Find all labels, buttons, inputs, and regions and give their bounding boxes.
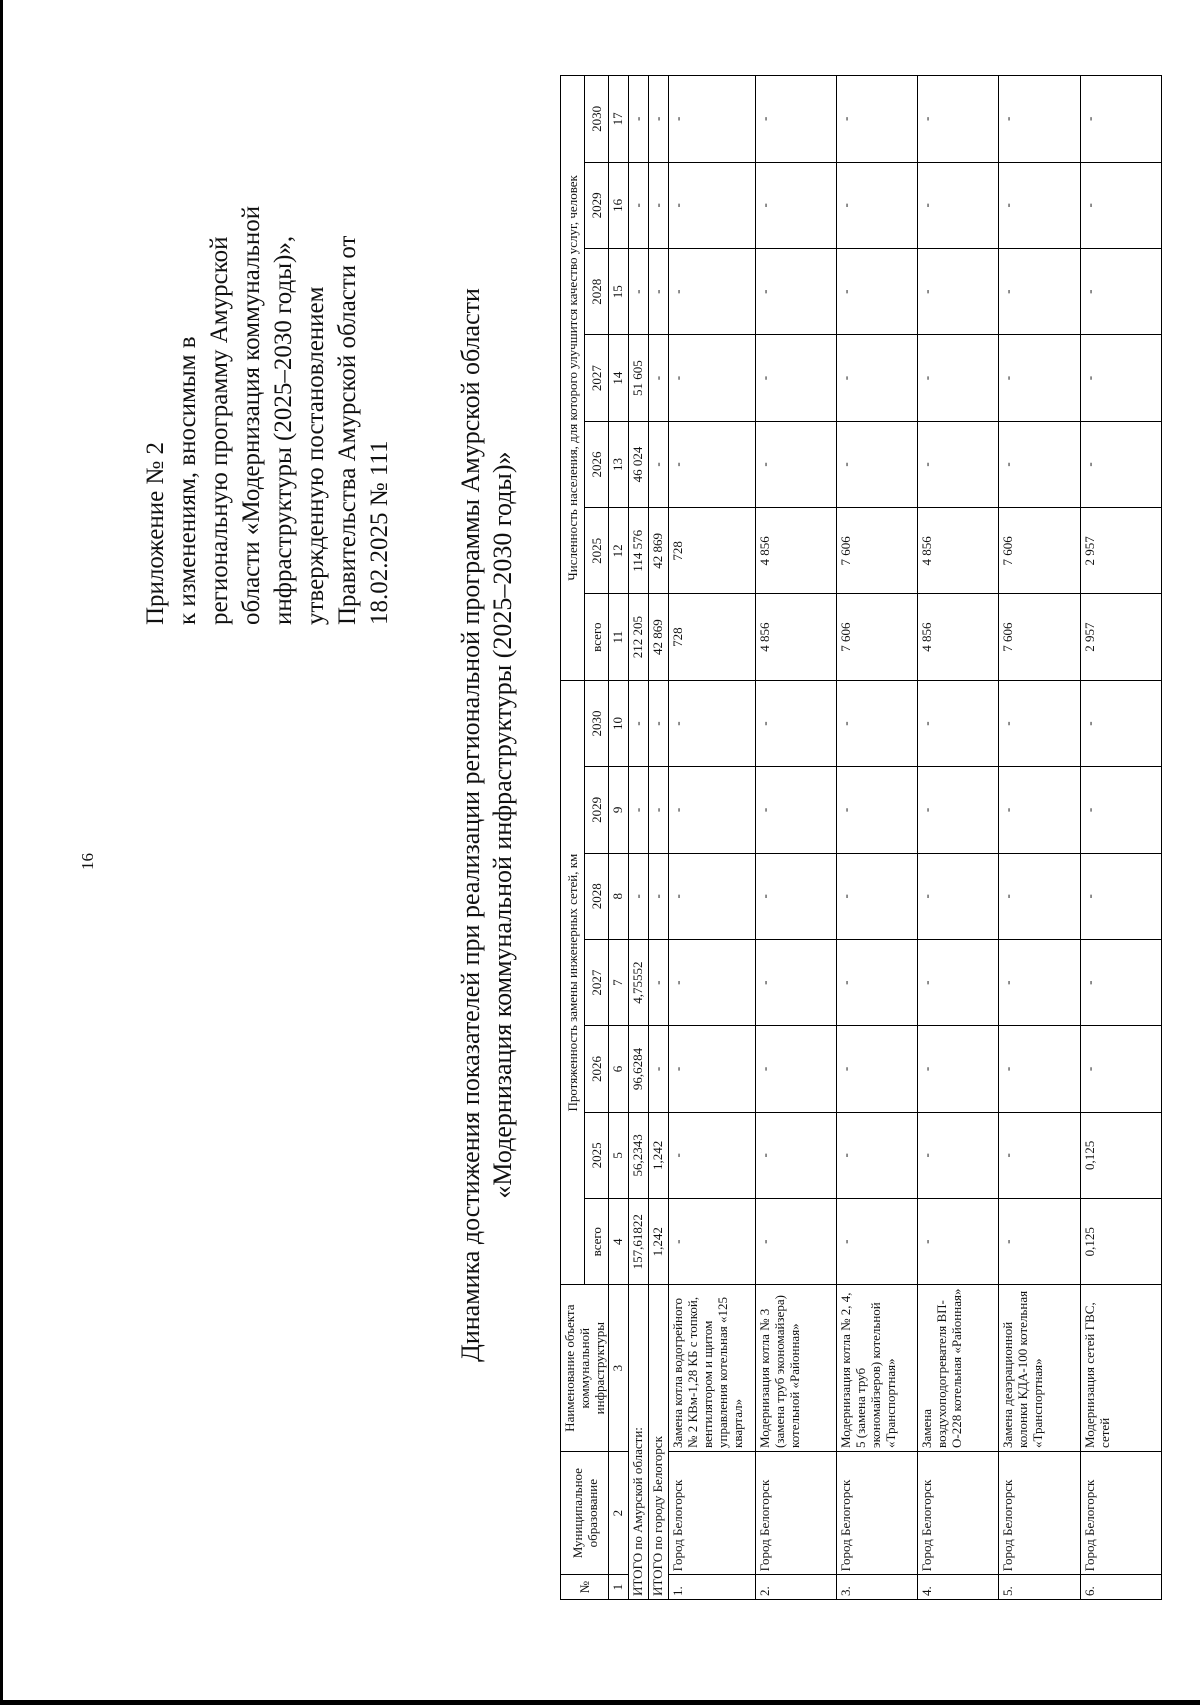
length-cell: - bbox=[755, 853, 836, 939]
population-cell: - bbox=[669, 162, 756, 248]
length-cell: - bbox=[669, 853, 756, 939]
column-number: 4 bbox=[609, 1199, 629, 1285]
length-cell: - bbox=[669, 767, 756, 853]
population-cell: 51 605 bbox=[629, 335, 649, 421]
length-cell: - bbox=[629, 853, 649, 939]
population-cell: - bbox=[649, 249, 669, 335]
length-cell: - bbox=[918, 680, 999, 766]
page-number: 16 bbox=[78, 853, 97, 870]
length-cell: 157,61822 bbox=[629, 1199, 649, 1285]
header-length-year: 2027 bbox=[585, 939, 609, 1025]
length-cell: - bbox=[649, 680, 669, 766]
appendix-header bbox=[140, 85, 396, 625]
row-object: Замена деаэрационной колонки КДА-100 котельная «Транспортная» bbox=[999, 1285, 1080, 1452]
length-cell: 1,242 bbox=[649, 1112, 669, 1198]
table-row bbox=[669, 76, 756, 1600]
row-municipality: Город Белогорск bbox=[918, 1451, 999, 1574]
population-cell: - bbox=[837, 162, 918, 248]
row-number: 4. bbox=[918, 1575, 999, 1600]
length-cell: - bbox=[918, 853, 999, 939]
population-cell: - bbox=[629, 249, 649, 335]
header-population-total: всего bbox=[585, 594, 609, 680]
total-label: ИТОГО по городу Белогорск bbox=[649, 1285, 669, 1600]
row-municipality: Город Белогорск bbox=[1080, 1451, 1161, 1574]
column-number: 2 bbox=[609, 1451, 629, 1574]
row-number: 1. bbox=[669, 1575, 756, 1600]
length-cell: - bbox=[1080, 1026, 1161, 1112]
document-title bbox=[455, 235, 519, 1415]
population-cell: - bbox=[837, 335, 918, 421]
population-cell: - bbox=[669, 421, 756, 507]
length-cell: - bbox=[999, 1112, 1080, 1198]
length-cell: - bbox=[755, 939, 836, 1025]
column-number: 7 bbox=[609, 939, 629, 1025]
length-cell: 56,2343 bbox=[629, 1112, 649, 1198]
total-row-city bbox=[649, 76, 669, 1600]
population-cell: - bbox=[755, 162, 836, 248]
appendix-line: 18.02.2025 № 111 bbox=[366, 440, 393, 625]
appendix-line: Правительства Амурской области от bbox=[334, 235, 361, 625]
header-length-year: 2025 bbox=[585, 1112, 609, 1198]
length-cell: - bbox=[649, 853, 669, 939]
column-number: 15 bbox=[609, 249, 629, 335]
length-cell: - bbox=[1080, 767, 1161, 853]
population-cell: - bbox=[1080, 249, 1161, 335]
indicators-table bbox=[560, 75, 1162, 1600]
column-number: 3 bbox=[609, 1285, 629, 1452]
row-object: Модернизация котла № 3 (замена труб экономайзера) котельной «Районная» bbox=[755, 1285, 836, 1452]
population-cell: - bbox=[918, 162, 999, 248]
length-cell: 4,75552 bbox=[629, 939, 649, 1025]
column-number: 8 bbox=[609, 853, 629, 939]
length-cell: - bbox=[1080, 853, 1161, 939]
length-cell: - bbox=[755, 1026, 836, 1112]
population-cell: 42 869 bbox=[649, 508, 669, 594]
length-cell: 96,6284 bbox=[629, 1026, 649, 1112]
header-length-year: 2029 bbox=[585, 767, 609, 853]
appendix-line: региональную программу Амурской bbox=[206, 236, 233, 625]
header-length-year: 2026 bbox=[585, 1026, 609, 1112]
population-cell: - bbox=[918, 76, 999, 163]
column-number: 17 bbox=[609, 76, 629, 163]
length-cell: - bbox=[669, 1026, 756, 1112]
length-cell: - bbox=[837, 1199, 918, 1285]
length-cell: - bbox=[999, 939, 1080, 1025]
header-population-year: 2026 bbox=[585, 421, 609, 507]
population-cell: - bbox=[755, 249, 836, 335]
column-number: 14 bbox=[609, 335, 629, 421]
population-cell: - bbox=[918, 335, 999, 421]
total-label: ИТОГО по Амурской области: bbox=[629, 1285, 649, 1600]
row-municipality: Город Белогорск bbox=[837, 1451, 918, 1574]
appendix-line: Приложение № 2 bbox=[142, 441, 169, 625]
length-cell: - bbox=[669, 1199, 756, 1285]
row-municipality: Город Белогорск bbox=[669, 1451, 756, 1574]
population-cell: - bbox=[755, 335, 836, 421]
population-cell: - bbox=[999, 335, 1080, 421]
population-cell: 46 024 bbox=[629, 421, 649, 507]
row-municipality: Город Белогорск bbox=[999, 1451, 1080, 1574]
population-cell: - bbox=[649, 162, 669, 248]
population-cell: - bbox=[1080, 421, 1161, 507]
length-cell: - bbox=[918, 1026, 999, 1112]
length-cell: - bbox=[669, 1112, 756, 1198]
population-cell: 7 606 bbox=[837, 508, 918, 594]
population-cell: 7 606 bbox=[999, 508, 1080, 594]
title-line-1: Динамика достижения показателей при реализации региональной программы Амурской области bbox=[456, 288, 485, 1362]
title-line-2: «Модернизация коммунальной инфраструктуры (2025–2030 годы)» bbox=[488, 451, 517, 1199]
appendix-line: утвержденную постановлением bbox=[302, 286, 329, 625]
population-cell: - bbox=[918, 249, 999, 335]
length-cell: - bbox=[918, 767, 999, 853]
header-population-year: 2029 bbox=[585, 162, 609, 248]
population-cell: - bbox=[999, 421, 1080, 507]
length-cell: - bbox=[999, 853, 1080, 939]
length-cell: - bbox=[918, 1199, 999, 1285]
header-municipality: Муниципальное образование bbox=[561, 1451, 609, 1574]
population-cell: 114 576 bbox=[629, 508, 649, 594]
length-cell: - bbox=[999, 1026, 1080, 1112]
length-cell: - bbox=[755, 1112, 836, 1198]
header-length-year: 2030 bbox=[585, 680, 609, 766]
population-cell: - bbox=[837, 249, 918, 335]
column-number: 13 bbox=[609, 421, 629, 507]
table-row bbox=[837, 76, 918, 1600]
population-cell: 4 856 bbox=[755, 594, 836, 680]
row-number: 5. bbox=[999, 1575, 1080, 1600]
column-number: 11 bbox=[609, 594, 629, 680]
row-object: Модернизация котла № 2, 4, 5 (замена труб экономайзеров) котельной «Транспортная» bbox=[837, 1285, 918, 1452]
population-cell: 4 856 bbox=[755, 508, 836, 594]
length-cell: - bbox=[1080, 939, 1161, 1025]
length-cell: - bbox=[649, 939, 669, 1025]
length-cell: - bbox=[669, 939, 756, 1025]
column-number: 9 bbox=[609, 767, 629, 853]
total-row-region bbox=[629, 76, 649, 1600]
population-cell: 2 957 bbox=[1080, 594, 1161, 680]
length-cell: - bbox=[837, 1112, 918, 1198]
population-cell: - bbox=[755, 76, 836, 163]
length-cell: - bbox=[837, 939, 918, 1025]
population-cell: 728 bbox=[669, 594, 756, 680]
table-row bbox=[1080, 76, 1161, 1600]
appendix-line: инфраструктуры (2025–2030 годы)», bbox=[270, 235, 297, 625]
length-cell: - bbox=[755, 767, 836, 853]
length-cell: - bbox=[629, 680, 649, 766]
population-cell: - bbox=[629, 76, 649, 163]
population-cell: - bbox=[1080, 76, 1161, 163]
length-cell: - bbox=[649, 767, 669, 853]
population-cell: 4 856 bbox=[918, 508, 999, 594]
header-length-group: Протяженность замены инженерных сетей, км bbox=[561, 680, 585, 1285]
population-cell: - bbox=[999, 162, 1080, 248]
header-length-total: всего bbox=[585, 1199, 609, 1285]
length-cell: - bbox=[669, 680, 756, 766]
population-cell: - bbox=[837, 76, 918, 163]
column-number: 10 bbox=[609, 680, 629, 766]
length-cell: - bbox=[1080, 680, 1161, 766]
population-cell: 728 bbox=[669, 508, 756, 594]
population-cell: - bbox=[999, 76, 1080, 163]
header-population-group: Численность населения, для которого улучшится качество услуг, человек bbox=[561, 76, 585, 681]
row-object: Замена воздухоподогревателя ВП-О-228 котельная «Районная» bbox=[918, 1285, 999, 1452]
header-population-year: 2025 bbox=[585, 508, 609, 594]
length-cell: 0,125 bbox=[1080, 1112, 1161, 1198]
row-number: 2. bbox=[755, 1575, 836, 1600]
population-cell: - bbox=[1080, 162, 1161, 248]
header-no: № bbox=[561, 1575, 609, 1600]
length-cell: 1,242 bbox=[649, 1199, 669, 1285]
length-cell: - bbox=[837, 853, 918, 939]
population-cell: 42 869 bbox=[649, 594, 669, 680]
length-cell: - bbox=[755, 1199, 836, 1285]
population-cell: - bbox=[669, 76, 756, 163]
length-cell: - bbox=[918, 1112, 999, 1198]
row-number: 3. bbox=[837, 1575, 918, 1600]
column-number: 5 bbox=[609, 1112, 629, 1198]
header-population-year: 2028 bbox=[585, 249, 609, 335]
length-cell: - bbox=[999, 1199, 1080, 1285]
population-cell: 7 606 bbox=[837, 594, 918, 680]
population-cell: - bbox=[649, 421, 669, 507]
column-number: 1 bbox=[609, 1575, 629, 1600]
population-cell: 212 205 bbox=[629, 594, 649, 680]
header-length-year: 2028 bbox=[585, 853, 609, 939]
header-population-year: 2027 bbox=[585, 335, 609, 421]
column-number: 16 bbox=[609, 162, 629, 248]
population-cell: 2 957 bbox=[1080, 508, 1161, 594]
population-cell: - bbox=[837, 421, 918, 507]
row-object: Замена котла водогрейного № 2 КВм-1,28 КБ с топкой, вентилятором и щитом управления котельная «125 квартал» bbox=[669, 1285, 756, 1452]
length-cell: - bbox=[837, 1026, 918, 1112]
length-cell: - bbox=[649, 1026, 669, 1112]
length-cell: - bbox=[837, 680, 918, 766]
population-cell: - bbox=[918, 421, 999, 507]
length-cell: - bbox=[918, 939, 999, 1025]
appendix-line: области «Модернизация коммунальной bbox=[238, 205, 265, 625]
appendix-line: к изменениям, вносимым в bbox=[174, 336, 201, 625]
length-cell: - bbox=[755, 680, 836, 766]
population-cell: - bbox=[669, 335, 756, 421]
population-cell: - bbox=[649, 76, 669, 163]
population-cell: - bbox=[1080, 335, 1161, 421]
column-number: 12 bbox=[609, 508, 629, 594]
population-cell: - bbox=[629, 162, 649, 248]
table-row bbox=[999, 76, 1080, 1600]
header-object: Наименование объекта коммунальной инфраструктуры bbox=[561, 1285, 609, 1452]
table-row bbox=[755, 76, 836, 1600]
header-population-year: 2030 bbox=[585, 76, 609, 163]
length-cell: - bbox=[837, 767, 918, 853]
length-cell: 0,125 bbox=[1080, 1199, 1161, 1285]
row-number: 6. bbox=[1080, 1575, 1161, 1600]
population-cell: - bbox=[999, 249, 1080, 335]
population-cell: 4 856 bbox=[918, 594, 999, 680]
length-cell: - bbox=[999, 680, 1080, 766]
population-cell: - bbox=[649, 335, 669, 421]
column-number: 6 bbox=[609, 1026, 629, 1112]
population-cell: - bbox=[669, 249, 756, 335]
population-cell: 7 606 bbox=[999, 594, 1080, 680]
population-cell: - bbox=[755, 421, 836, 507]
column-number-row bbox=[609, 76, 629, 1600]
row-municipality: Город Белогорск bbox=[755, 1451, 836, 1574]
length-cell: - bbox=[629, 767, 649, 853]
length-cell: - bbox=[999, 767, 1080, 853]
table-row bbox=[918, 76, 999, 1600]
row-object: Модернизация сетей ГВС, сетей bbox=[1080, 1285, 1161, 1452]
